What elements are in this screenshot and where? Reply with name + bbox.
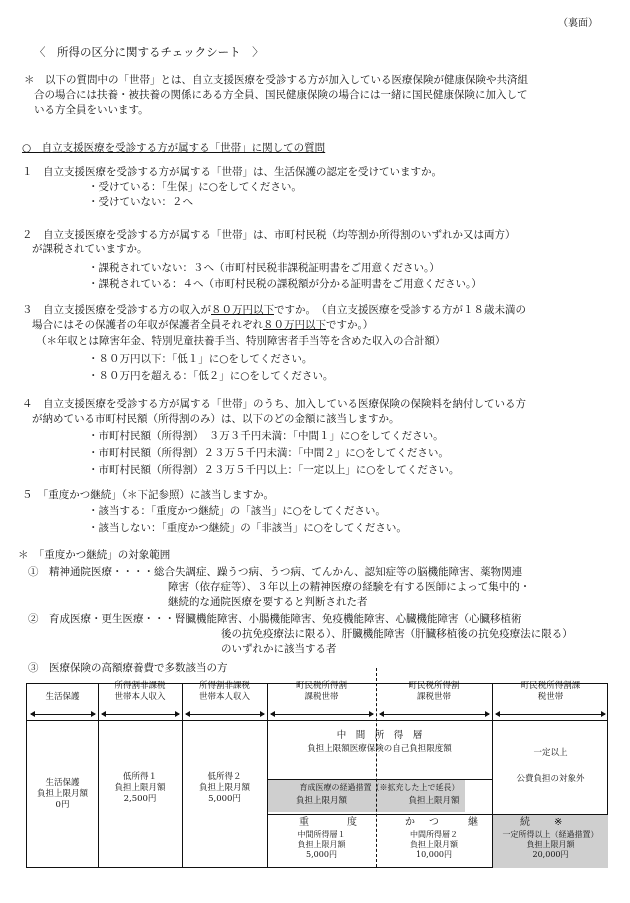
question-text: ２ 自立支援医療を受診する方が属する「世帯」は、市町村民税（均等割か所得割のいずれか又は両方） — [22, 229, 516, 241]
cell-line: 生活保護 — [45, 778, 80, 788]
cell-line: 2,500円 — [123, 794, 157, 804]
seikatsu-hogo-cell — [27, 778, 98, 811]
question-text: が課税されていますか。 — [32, 243, 148, 255]
header-text: 所得割非課税 世帯本人収入 — [198, 681, 250, 702]
scope-item-1: 継続的な通院医療を要すると判断された者 — [168, 596, 368, 608]
scope-item-2: ② 育成医療・更生医療・・・腎臓機能障害、小腸機能障害、免疫機能障害、心臓機能障害（心臓移植術 — [28, 613, 522, 625]
kouhi-taishougai: 公費負担の対象外 — [516, 774, 585, 784]
scope-item-1: ① 精神通院医療・・・・総合失調症、躁うつ病、うつ病、てんかん、認知症等の脳機能障害、薬物関連 — [28, 566, 523, 578]
juudo-char: 度 — [347, 817, 357, 828]
scope-item-2: 後の抗免疫療法に限る）、肝臓機能障害（肝臓移植後の抗免疫療法に限る） — [221, 628, 573, 640]
scope-item-2: のいずれかに該当する者 — [221, 643, 337, 655]
income-threshold: ８０万円以下 — [211, 304, 274, 316]
page-title: 〈 所得の区分に関するチェックシート 〉 — [34, 45, 264, 59]
question-text-part: ３ 自立支援医療を受診する方の収入が — [22, 304, 211, 316]
range-arrow — [186, 714, 264, 715]
page-side-label: （裏面） — [558, 18, 598, 29]
question-2 — [22, 229, 612, 289]
juudo-char: 重 — [299, 817, 309, 828]
header-hikazei-1 — [98, 681, 182, 703]
header-text: 町民税所得割課 税世帯 — [520, 681, 581, 702]
juudo-char: 続 — [520, 817, 530, 828]
cell-line: 負担上限月額 — [410, 840, 458, 849]
cell-line: 中間所得層１ — [297, 830, 346, 839]
juudo-char: ※ — [554, 817, 563, 828]
table-divider — [267, 814, 607, 815]
ittei-keika-cell — [492, 830, 609, 860]
middle-income-1-cell — [267, 830, 376, 860]
cell-line: 負担上限月額 — [297, 840, 346, 849]
ikusei-left: 負担上限月額 — [295, 796, 347, 806]
answer-option: ・受けていない：２へ — [88, 196, 193, 208]
middle-income-2-cell — [376, 830, 492, 860]
question-3 — [22, 304, 622, 384]
answer-option: ・課税されていない：３へ（市町村民税非課税証明書をご用意ください。） — [88, 262, 440, 274]
scope-section — [18, 549, 628, 679]
question-text-part: 場合にはその保護者の年収が保護者全員それぞれ — [32, 319, 263, 331]
range-arrow — [271, 714, 373, 715]
income-threshold: ８０万円以下 — [263, 319, 326, 331]
cell-line: 5,000円 — [306, 850, 337, 859]
answer-option: ・該当する：「重度かつ継続」の「該当」に○をしてください。 — [88, 505, 386, 517]
header-text: 町民税所得割 課税世帯 — [295, 681, 347, 702]
answer-option: ・受けている：「生保」に○をしてください。 — [88, 181, 302, 193]
ittei-ijou: 一定以上 — [533, 748, 568, 758]
intro-line: ＊ 以下の質問中の「世帯」とは、自立支援医療を受診する方が加入している医療保険が健康保険や共済組 — [24, 74, 528, 86]
cell-line: 負担上限月額 — [114, 783, 166, 793]
low-income-2-cell — [182, 772, 267, 805]
cell-line: 負担上限月額 — [198, 783, 250, 793]
intro-note — [24, 74, 614, 119]
intro-line: 合の場合には扶養・被扶養の関係にある方全員、国民健康保険の場合には一緒に国民健康保険に加入して — [34, 89, 528, 101]
answer-option: ・課税されている：４へ（市町村民税の課税額が分かる証明書をご用意ください。） — [88, 278, 482, 290]
question-4 — [22, 398, 622, 478]
table-divider — [267, 779, 492, 780]
intro-line: いる方全員をいいます。 — [34, 104, 149, 116]
question-text-part: ですか。） — [326, 319, 374, 331]
range-arrow — [496, 714, 605, 715]
juudo-char: つ — [429, 817, 439, 828]
question-text — [32, 319, 373, 332]
cell-line: 負担上限月額 — [36, 789, 88, 799]
question-text: ５ 「重度かつ継続」（＊下記参照）に該当しますか。 — [22, 489, 274, 501]
header-kazei-3 — [492, 681, 609, 703]
section-heading: ○ 自立支援医療を受診する方が属する「世帯」に関しての質問 — [22, 142, 326, 154]
cell-line: 低所得１ — [122, 772, 157, 782]
scope-heading: ＊ 「重度かつ継続」の対象範囲 — [18, 549, 171, 561]
answer-option: ・市町村民額（所得割） ３万３千円未満：「中間１」に○をしてください。 — [88, 430, 444, 442]
cell-line: 20,000円 — [532, 850, 569, 859]
header-text: 所得割非課税 世帯本人収入 — [114, 681, 166, 702]
ikusei-right: 負担上限月額 — [408, 796, 460, 806]
range-arrow — [380, 714, 489, 715]
cell-line: 負担上限月額 — [526, 840, 575, 849]
scope-item-1: 障害（依存症等）、３年以上の精神医療の経験を有する医師によって集中的・ — [168, 581, 531, 593]
header-kazei-2 — [376, 681, 492, 703]
question-text: ４ 自立支援医療を受診する方が属する「世帯」のうち、加入している医療保険の保険料を納付している方 — [22, 398, 526, 410]
juudo-char: か — [405, 817, 415, 828]
header-hikazei-2 — [182, 681, 267, 703]
cell-line: 低所得２ — [207, 772, 242, 782]
header-kazei-1 — [267, 681, 376, 703]
range-arrow — [31, 714, 95, 715]
header-seikatsu-hogo: 生活保護 — [45, 692, 80, 702]
cell-line: 中間所得層２ — [410, 830, 458, 839]
cell-line: 0円 — [55, 800, 70, 810]
middle-income-title: 中 間 所 得 層 — [336, 730, 423, 741]
question-1 — [22, 166, 612, 211]
question-5 — [22, 489, 622, 539]
question-text — [22, 304, 526, 317]
ikusei-note: 育成医療の経過措置（※拡充した上で延長） — [299, 783, 460, 792]
low-income-1-cell — [98, 772, 182, 805]
header-text: 町民税所得割 課税世帯 — [408, 681, 460, 702]
cell-line: 10,000円 — [416, 850, 452, 859]
burden-limit-table — [26, 683, 608, 868]
answer-option: ・８０万円を超える：「低２」に○をしてください。 — [88, 370, 334, 382]
question-text-part: ですか。 （自立支援医療を受診する方が１８歳未満の — [274, 304, 526, 316]
cell-line: 一定所得以上（経過措置） — [502, 830, 599, 839]
table-divider — [27, 720, 607, 721]
scope-item-3: ③ 医療保険の高額療養費で多数該当の方 — [28, 662, 228, 674]
answer-option: ・８０万円以下：「低１」に○をしてください。 — [88, 353, 313, 365]
juudo-char: 継 — [468, 817, 478, 828]
question-text: １ 自立支援医療を受診する方が属する「世帯」は、生活保護の認定を受けていますか。 — [22, 166, 442, 178]
income-note: （＊年収とは障害年金、特別児童扶養手当、特別障害者手当等を含めた収入の合計額） — [36, 335, 446, 347]
answer-option: ・市町村民額（所得割）２３万５千円以上：「一定以上」に○をしてください。 — [88, 464, 460, 476]
question-text: が納めている市町村民額（所得割のみ）は、以下のどの金額に該当しますか。 — [32, 413, 400, 425]
cell-line: 5,000円 — [208, 794, 241, 804]
answer-option: ・該当しない：「重度かつ継続」の「非該当」に○をしてください。 — [88, 522, 407, 534]
middle-income-sub: 負担上限額医療保険の自己負担限度額 — [307, 744, 452, 754]
range-arrow — [102, 714, 179, 715]
answer-option: ・市町村民額（所得割）２３万５千円未満：「中間２」に○をしてください。 — [88, 447, 449, 459]
